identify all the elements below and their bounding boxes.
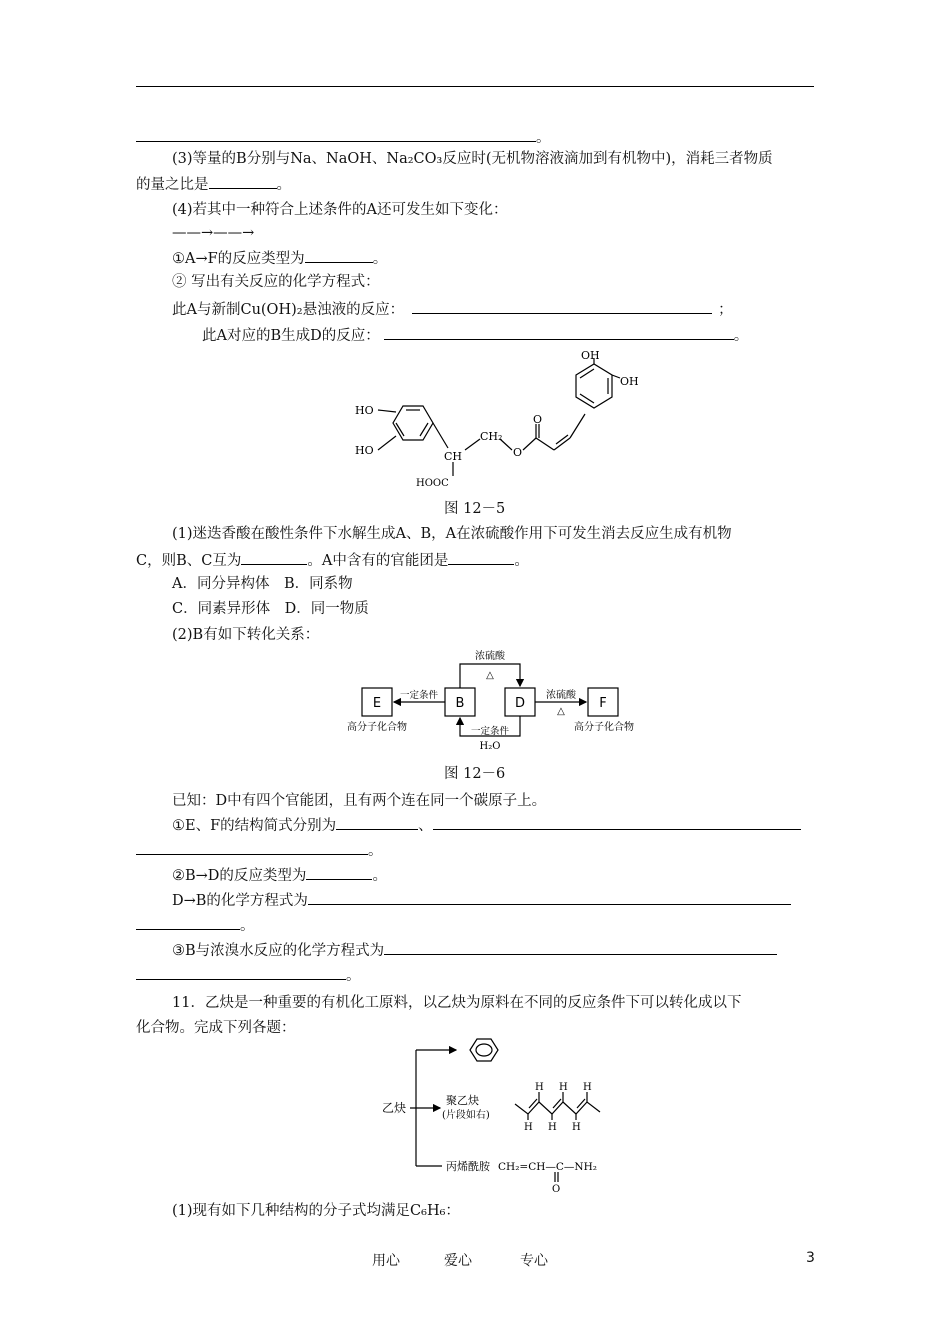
segment-label: (片段如右) — [442, 1110, 490, 1121]
o-label: O — [552, 1184, 561, 1195]
p1-text: C，则B、C互为 — [136, 553, 242, 569]
q4-intro: (4)若其中一种符合上述条件的A还可发生如下变化： — [172, 202, 508, 218]
punct: 、 — [418, 818, 433, 834]
h-label: H — [572, 1122, 581, 1133]
p1-text: 。A中含有的官能团是 — [307, 553, 449, 569]
br-eq-cont — [136, 966, 361, 985]
oh-label: HO — [355, 404, 374, 417]
page-number: 3 — [806, 1250, 815, 1266]
label-f: F — [599, 696, 607, 711]
footer-text: 用心 — [372, 1253, 400, 1269]
br-eq-line — [172, 941, 777, 960]
q11-line1: 11．乙炔是一种重要的有机化工原料，以乙炔为原料在不同的反应条件下可以转化成以下 — [172, 995, 742, 1011]
answer-blank[interactable] — [136, 966, 346, 980]
top-heat: △ — [486, 670, 494, 681]
db-eq-line — [172, 891, 791, 910]
label-e: E — [372, 696, 382, 711]
acrylamide-label: 丙烯酰胺 — [446, 1160, 490, 1173]
answer-blank[interactable] — [241, 551, 307, 565]
ch2-label: CH₂ — [480, 430, 503, 443]
polymer-left: 高分子化合物 — [347, 722, 407, 733]
q4-text: 此A与新制Cu(OH)₂悬浊液的反应： — [172, 302, 405, 318]
q3-line1: (3)等量的B分别与Na、NaOH、Na₂CO₃反应时(无机物溶液滴加到有机物中)，消耗三者物质 — [172, 151, 773, 167]
punct: 。 — [372, 251, 388, 267]
hooc-label: HOOC — [416, 478, 449, 489]
punct: 。 — [514, 553, 529, 569]
answer-blank[interactable] — [136, 128, 536, 142]
h-label: H — [583, 1082, 592, 1093]
db-text: D→B的化学方程式为 — [172, 893, 308, 909]
top-reagent: 浓硫酸 — [475, 651, 505, 662]
right-reagent: 浓硫酸 — [546, 690, 576, 701]
p1-line2 — [136, 551, 529, 570]
q3-line2 — [136, 175, 291, 194]
q4-sub1 — [172, 249, 387, 268]
o-label: O — [513, 446, 523, 459]
h-label: H — [524, 1122, 533, 1133]
ch-label: CH — [444, 450, 463, 463]
answer-blank[interactable] — [308, 891, 791, 905]
right-heat: △ — [557, 706, 565, 717]
h-label: H — [535, 1082, 544, 1093]
q4-text: ①A→F的反应类型为 — [172, 251, 305, 267]
answer-blank[interactable] — [306, 866, 372, 880]
punct: 。 — [368, 843, 383, 859]
benzene-ring — [470, 1039, 498, 1061]
answer-blank[interactable] — [136, 916, 240, 930]
p2-intro: (2)B有如下转化关系： — [172, 627, 320, 643]
oh-label: HO — [355, 444, 374, 457]
q3-tail-line — [136, 128, 551, 147]
figure-caption: 图 12－5 — [444, 501, 506, 517]
acetylene-label: 乙炔 — [382, 1101, 407, 1115]
q3-text: 的量之比是 — [136, 177, 209, 193]
answer-blank[interactable] — [448, 551, 514, 565]
oh-label: OH — [581, 349, 600, 362]
ef-cont — [136, 841, 383, 860]
ef-text: ①E、F的结构简式分别为 — [172, 818, 337, 834]
bottom-cond: 一定条件 — [470, 726, 510, 737]
polyacetylene-label: 聚乙炔 — [446, 1094, 479, 1107]
rosmarinic-acid-structure — [340, 340, 640, 490]
q11-line2: 化合物。完成下列各题： — [136, 1020, 296, 1036]
answer-blank[interactable] — [412, 300, 712, 314]
punct: 。 — [346, 968, 361, 984]
polymer-right: 高分子化合物 — [574, 722, 634, 733]
punct: 。 — [276, 177, 291, 193]
answer-blank[interactable] — [136, 841, 368, 855]
db-eq-cont — [136, 916, 255, 935]
punct: 。 — [372, 868, 387, 884]
br-text: ③B与浓溴水反应的化学方程式为 — [172, 943, 385, 959]
answer-blank[interactable] — [433, 816, 801, 830]
p1-line1: (1)迷迭香酸在酸性条件下水解生成A、B，A在浓硫酸作用下可发生消去反应生成有机物 — [172, 526, 732, 542]
punct: 。 — [733, 328, 749, 344]
ef-line — [172, 816, 801, 835]
bd-text: ②B→D的反应类型为 — [172, 868, 307, 884]
punct: 。 — [536, 130, 551, 146]
footer-text: 专心 — [520, 1253, 548, 1269]
o-label: O — [533, 413, 543, 426]
options-cd: C．同素异形体 D．同一物质 — [172, 601, 369, 617]
q4-sub2: ② 写出有关反应的化学方程式： — [172, 274, 380, 290]
label-d: D — [514, 696, 526, 711]
answer-blank[interactable] — [384, 941, 777, 955]
q4-text: 此A对应的B生成D的反应： — [202, 328, 380, 344]
q4-arrows: ——→——→ — [172, 225, 255, 241]
header-rule — [136, 86, 814, 87]
punct: 。 — [240, 918, 255, 934]
acetylene-products-diagram — [370, 1036, 620, 1196]
q11-sub1: (1)现有如下几种结构的分子式均满足C₆H₆： — [172, 1203, 460, 1219]
answer-blank[interactable] — [209, 175, 277, 189]
oh-label: OH — [620, 375, 639, 388]
answer-blank[interactable] — [384, 326, 734, 340]
bottom-h2o: H₂O — [479, 741, 501, 752]
answer-blank[interactable] — [305, 249, 373, 263]
bd-type-line — [172, 866, 387, 885]
label-b: B — [455, 696, 465, 711]
h-label: H — [559, 1082, 568, 1093]
known-condition: 已知：D中有四个官能团，且有两个连在同一个碳原子上。 — [172, 793, 547, 809]
options-ab: A．同分异构体 B．同系物 — [172, 576, 353, 592]
figure-caption: 图 12－6 — [444, 766, 506, 782]
punct: ； — [718, 302, 733, 318]
conversion-diagram — [330, 648, 660, 758]
q4-cu-line — [172, 300, 733, 319]
h-label: H — [548, 1122, 557, 1133]
answer-blank[interactable] — [336, 816, 418, 830]
footer-text: 爱心 — [444, 1253, 472, 1269]
cond-1: 一定条件 — [399, 690, 439, 701]
acrylamide-formula: CH₂=CH—C—NH₂ — [498, 1161, 597, 1173]
